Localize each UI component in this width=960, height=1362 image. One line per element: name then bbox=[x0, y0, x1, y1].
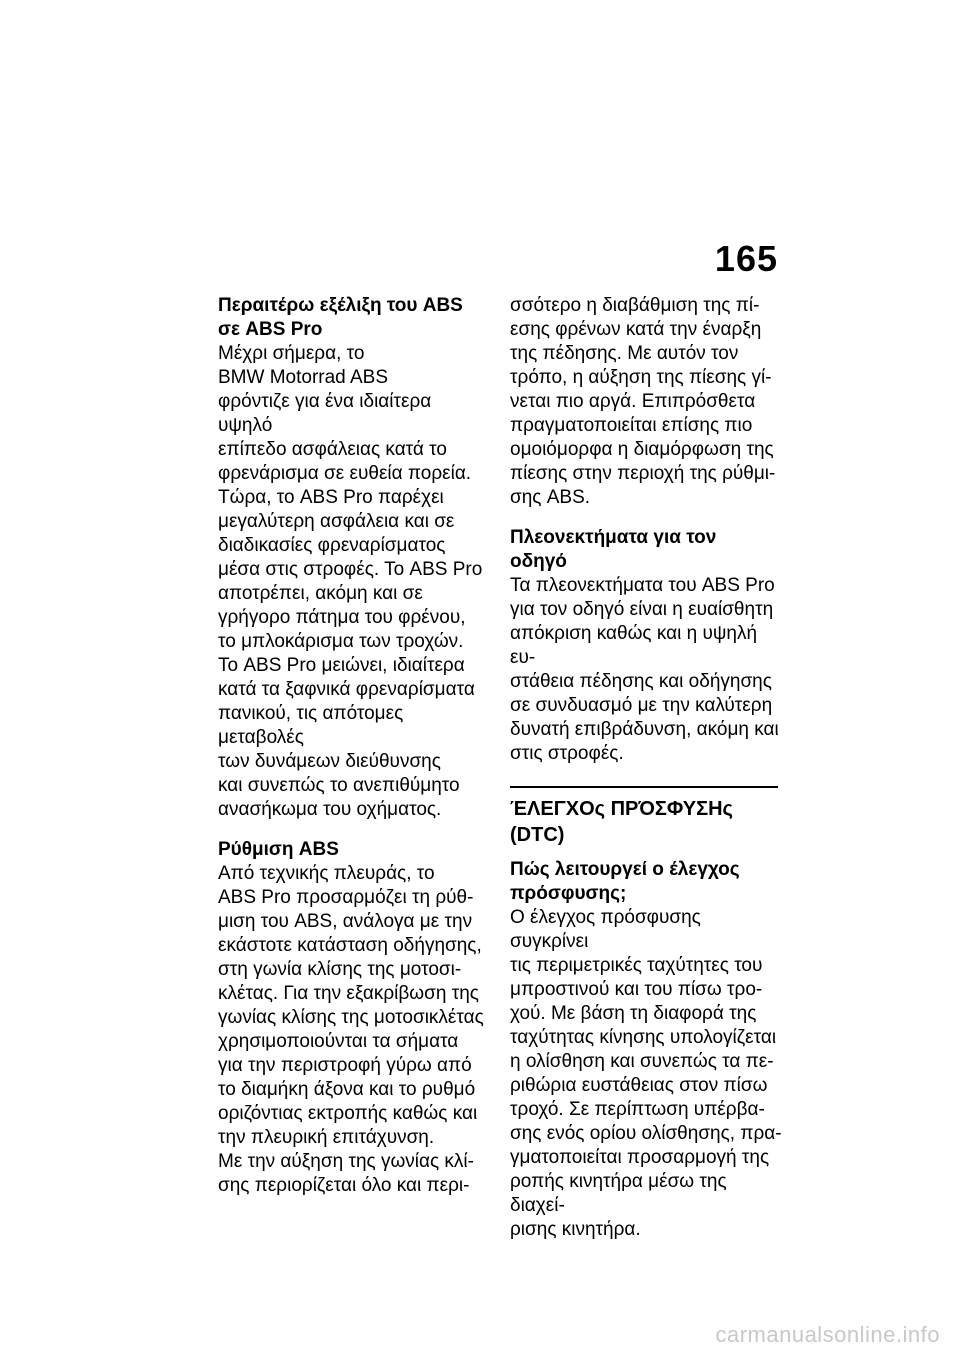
section-heading-rider-advantages: Πλεονεκτήματα για τον οδηγό bbox=[510, 527, 717, 572]
watermark: carmanualsonline.info bbox=[715, 1322, 940, 1347]
section-heading-abs-setting: Ρύθμιση ABS bbox=[218, 839, 339, 860]
section-text-rider-advantages: Τα πλεονεκτήματα του ABS Pro για τον οδηγό είναι η ευαίσθητη απόκριση καθώς και η υψηλή ευ- στάθεια πέδησης και οδήγησης σε συνδυασμό με την καλύτερη δυνατή επιβράδυνση, ακόμη και στις στροφές. bbox=[510, 575, 779, 764]
chapter-heading-traction-control: ΈΛΕΓΧΟς ΠΡΌΣΦΥΣΗς (DTC) bbox=[510, 798, 733, 846]
section-text-abs-pro: Μέχρι σήμερα, το BMW Motorrad ABS φρόντιζε για ένα ιδιαίτερα υψηλό επίπεδο ασφάλειας κατά το φρενάρισμα σε ευθεία πορεία. Τώρα, το ABS Pro παρέχει μεγαλύτερη ασφάλεια και σε διαδικασίες φρεναρίσματος μέσα στις στροφές. Το ABS Pro αποτρέπει, ακόμη και σε γρήγορο πάτημα του φρένου, το μπλοκάρισμα των τροχών. Το ABS Pro μειώνει, ιδιαίτερα κατά τα ξαφνικά φρεναρίσματα πανικού, τις απότομες μεταβολές των δυνάμεων διεύθυνσης και συνεπώς το ανεπιθύμητο ανασήκωμα του οχήματος. bbox=[218, 343, 483, 820]
left-column bbox=[218, 294, 490, 1198]
section-text-abs-setting: Από τεχνικής πλευράς, το ABS Pro προσαρμόζει τη ρύθ- μιση του ABS, ανάλογα με την εκάστοτε κατάσταση οδήγησης, στη γωνία κλίσης της μοτοσι- κλέτας. Για την εξακρίβωση της γωνίας κλίσης της μοτοσικλέτας χρησιμοποιούνται τα σήματα για την περιστροφή γύρω από το διαμήκη άξονα και το ρυθμό οριζόντιας εκτροπής καθώς και την πλευρική επιτάχυνση. Με την αύξηση της γωνίας κλί- σης περιορίζεται όλο και περι- bbox=[218, 863, 484, 1196]
continued-text: σσότερο η διαβάθμιση της πί- εσης φρένων κατά την έναρξη της πέδησης. Με αυτόν τον τρόπο, η αύξηση της πίεσης γί- νεται πιο αργά. Επιπρόσθετα πραγματοποιείται επίσης πιο ομοιόμορφα η διαμόρφωση της πίεσης στην περιοχή της ρύθμι- σης ABS. bbox=[510, 295, 776, 508]
page-number: 165 bbox=[714, 238, 778, 279]
section-heading-how-it-works: Πώς λειτουργεί ο έλεγχος πρόσφυσης; bbox=[510, 859, 740, 904]
section-divider bbox=[510, 786, 778, 788]
right-column bbox=[510, 294, 782, 1242]
section-text-how-it-works: Ο έλεγχος πρόσφυσης συγκρίνει τις περιμετρικές ταχύτητες του μπροστινού και του πίσω τρο- χού. Με βάση τη διαφορά της ταχύτητας κίνησης υπολογίζεται η ολίσθηση και συνεπώς τα πε- ριθώρια ευστάθειας στον πίσω τροχό. Σε περίπτωση υπέρβα- σης ενός ορίου ολίσθησης, πρα- γματοποιείται προσαρμογή της ροπής κινητήρα μέσω της διαχεί- ρισης κινητήρα. bbox=[510, 907, 782, 1240]
section-heading-abs-pro: Περαιτέρω εξέλιξη του ABS σε ABS Pro bbox=[218, 295, 463, 340]
